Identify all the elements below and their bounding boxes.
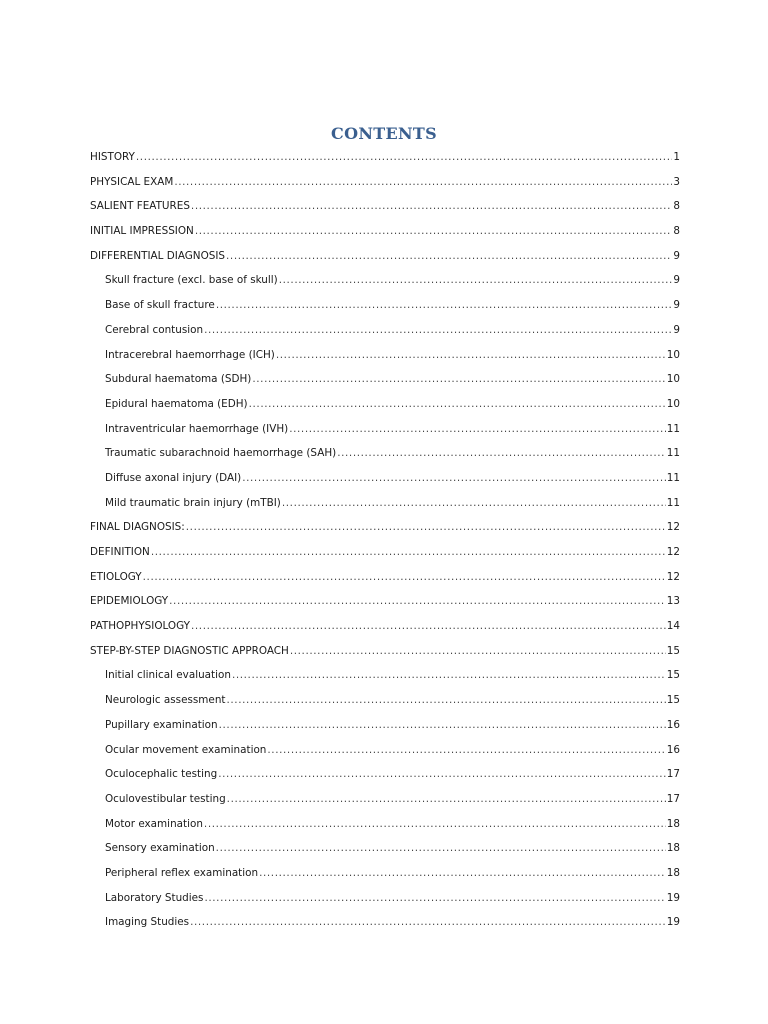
toc-dot-leader bbox=[174, 172, 672, 192]
toc-entry-section[interactable] bbox=[90, 591, 680, 616]
toc-dot-leader bbox=[242, 468, 666, 488]
toc-entry-page-number: 9 bbox=[673, 249, 680, 262]
toc-dot-leader bbox=[276, 345, 666, 365]
toc-entry-section[interactable] bbox=[90, 246, 680, 271]
toc-entry-page-number: 10 bbox=[666, 397, 680, 410]
toc-entry-page-number: 17 bbox=[666, 792, 680, 805]
toc-entry-subsection[interactable] bbox=[90, 345, 680, 370]
toc-entry-section[interactable] bbox=[90, 517, 680, 542]
toc-entry-page-number: 1 bbox=[673, 151, 680, 163]
toc-entry-label: Oculocephalic testing bbox=[105, 768, 218, 781]
toc-entry-label: Ocular movement examination bbox=[105, 743, 267, 756]
toc-dot-leader bbox=[204, 320, 672, 340]
toc-dot-leader bbox=[151, 542, 666, 562]
toc-entry-page-number: 18 bbox=[666, 817, 680, 830]
toc-entry-page-number: 10 bbox=[666, 348, 680, 361]
toc-entry-subsection[interactable] bbox=[90, 863, 680, 888]
toc-entry-subsection[interactable] bbox=[90, 715, 680, 740]
toc-dot-leader bbox=[226, 246, 672, 266]
toc-entry-page-number: 13 bbox=[666, 595, 680, 608]
toc-entry-subsection[interactable] bbox=[90, 320, 680, 345]
toc-entry-page-number: 11 bbox=[666, 496, 680, 509]
toc-entry-page-number: 12 bbox=[666, 521, 680, 534]
toc-dot-leader bbox=[186, 517, 666, 537]
toc-entry-section[interactable] bbox=[90, 567, 680, 592]
toc-dot-leader bbox=[169, 591, 666, 611]
toc-entry-label: DIFFERENTIAL DIAGNOSIS bbox=[90, 249, 226, 262]
toc-entry-section[interactable] bbox=[90, 542, 680, 567]
toc-entry-page-number: 11 bbox=[666, 471, 680, 484]
toc-dot-leader bbox=[190, 912, 666, 932]
toc-entry-page-number: 18 bbox=[666, 866, 680, 879]
toc-dot-leader bbox=[232, 665, 666, 685]
toc-entry-label: Intraventricular haemorrhage (IVH) bbox=[105, 422, 289, 435]
toc-entry-label: HISTORY bbox=[90, 151, 135, 163]
toc-entry-label: PATHOPHYSIOLOGY bbox=[90, 620, 190, 633]
toc-entry-page-number: 18 bbox=[666, 842, 680, 855]
toc-entry-section[interactable] bbox=[90, 196, 680, 221]
toc-dot-leader bbox=[226, 690, 665, 710]
toc-entry-label: Cerebral contusion bbox=[105, 323, 204, 336]
toc-dot-leader bbox=[204, 888, 665, 908]
toc-entry-label: PHYSICAL EXAM bbox=[90, 175, 174, 188]
toc-entry-label: Intracerebral haemorrhage (ICH) bbox=[105, 348, 275, 361]
toc-entry-label: DEFINITION bbox=[90, 546, 150, 558]
toc-entry-label: Oculovestibular testing bbox=[105, 792, 226, 805]
toc-entry-page-number: 19 bbox=[666, 916, 680, 929]
toc-entry-subsection[interactable] bbox=[90, 814, 680, 839]
toc-entry-page-number: 16 bbox=[666, 743, 680, 756]
toc-entry-subsection[interactable] bbox=[90, 270, 680, 295]
toc-entry-label: Motor examination bbox=[105, 817, 203, 830]
toc-entry-subsection[interactable] bbox=[90, 764, 680, 789]
toc-entry-page-number: 9 bbox=[673, 299, 680, 312]
toc-entry-subsection[interactable] bbox=[90, 295, 680, 320]
toc-entry-page-number: 8 bbox=[673, 225, 680, 238]
toc-entry-subsection[interactable] bbox=[90, 912, 680, 937]
toc-dot-leader bbox=[195, 221, 673, 241]
toc-entry-subsection[interactable] bbox=[90, 443, 680, 468]
toc-entry-page-number: 3 bbox=[673, 175, 680, 188]
toc-entry-page-number: 12 bbox=[666, 546, 680, 558]
toc-entry-subsection[interactable] bbox=[90, 665, 680, 690]
toc-entry-subsection[interactable] bbox=[90, 888, 680, 913]
toc-entry-label: Pupillary examination bbox=[105, 718, 218, 731]
toc-dot-leader bbox=[252, 369, 665, 389]
toc-dot-leader bbox=[279, 270, 673, 290]
toc-entry-section[interactable] bbox=[90, 172, 680, 197]
toc-entry-label: ETIOLOGY bbox=[90, 570, 142, 583]
toc-entry-label: Mild traumatic brain injury (mTBI) bbox=[105, 496, 281, 509]
toc-entry-page-number: 14 bbox=[666, 620, 680, 633]
toc-entry-subsection[interactable] bbox=[90, 838, 680, 863]
toc-entry-subsection[interactable] bbox=[90, 419, 680, 444]
toc-entry-section[interactable] bbox=[90, 616, 680, 641]
toc-entry-page-number: 8 bbox=[673, 200, 680, 213]
toc-dot-leader bbox=[191, 196, 672, 216]
toc-dot-leader bbox=[216, 295, 673, 315]
toc-dot-leader bbox=[289, 419, 666, 439]
toc-entry-page-number: 10 bbox=[666, 373, 680, 386]
toc-entry-label: Epidural haematoma (EDH) bbox=[105, 397, 248, 410]
toc-dot-leader bbox=[219, 715, 666, 735]
toc-dot-leader bbox=[227, 789, 666, 809]
toc-entry-page-number: 16 bbox=[666, 718, 680, 731]
toc-entry-label: FINAL DIAGNOSIS: bbox=[90, 521, 185, 534]
toc-entry-label: INITIAL IMPRESSION bbox=[90, 225, 194, 238]
toc-dot-leader bbox=[337, 443, 666, 463]
toc-entry-page-number: 11 bbox=[666, 422, 680, 435]
toc-entry-page-number: 15 bbox=[666, 694, 680, 707]
toc-entry-label: Initial clinical evaluation bbox=[105, 669, 231, 682]
toc-entry-page-number: 12 bbox=[666, 570, 680, 583]
toc-entry-label: Peripheral reflex examination bbox=[105, 866, 259, 879]
toc-title: CONTENTS bbox=[331, 124, 437, 143]
toc-entry-subsection[interactable] bbox=[90, 468, 680, 493]
toc-entry-section[interactable] bbox=[90, 147, 680, 172]
toc-entry-label: SALIENT FEATURES bbox=[90, 200, 190, 213]
toc-entry-label: EPIDEMIOLOGY bbox=[90, 595, 169, 608]
toc-entry-label: Diffuse axonal injury (DAI) bbox=[105, 471, 242, 484]
toc-entry-page-number: 19 bbox=[666, 891, 680, 904]
toc-dot-leader bbox=[143, 567, 666, 587]
toc-dot-leader bbox=[191, 616, 666, 636]
toc-entry-page-number: 9 bbox=[673, 323, 680, 336]
toc-entry-label: Traumatic subarachnoid haemorrhage (SAH) bbox=[105, 447, 337, 460]
toc-entry-page-number: 9 bbox=[673, 274, 680, 287]
toc-entry-subsection[interactable] bbox=[90, 394, 680, 419]
toc-entry-section[interactable] bbox=[90, 641, 680, 666]
toc-entry-page-number: 15 bbox=[666, 644, 680, 657]
toc-entry-section[interactable] bbox=[90, 221, 680, 246]
toc-entry-label: Skull fracture (excl. base of skull) bbox=[105, 274, 278, 287]
toc-dot-leader bbox=[216, 838, 666, 858]
toc-dot-leader bbox=[290, 641, 666, 661]
toc-entry-label: Sensory examination bbox=[105, 842, 215, 855]
toc-dot-leader bbox=[136, 147, 672, 167]
toc-entry-page-number: 15 bbox=[666, 669, 680, 682]
toc-entry-subsection[interactable] bbox=[90, 690, 680, 715]
toc-entry-label: Laboratory Studies bbox=[105, 891, 204, 904]
toc-entry-subsection[interactable] bbox=[90, 789, 680, 814]
toc-dot-leader bbox=[204, 814, 666, 834]
toc-entry-page-number: 17 bbox=[666, 768, 680, 781]
toc-dot-leader bbox=[259, 863, 666, 883]
toc-entry-label: Imaging Studies bbox=[105, 916, 190, 929]
toc-entry-label: STEP-BY-STEP DIAGNOSTIC APPROACH bbox=[90, 644, 289, 657]
toc-entry-label: Base of skull fracture bbox=[105, 299, 215, 312]
toc-dot-leader bbox=[218, 764, 666, 784]
toc-entry-label: Subdural haematoma (SDH) bbox=[105, 373, 252, 386]
toc-entry-subsection[interactable] bbox=[90, 493, 680, 518]
toc-entry-subsection[interactable] bbox=[90, 369, 680, 394]
toc-dot-leader bbox=[267, 740, 665, 760]
toc-list bbox=[90, 147, 680, 937]
toc-entry-label: Neurologic assessment bbox=[105, 694, 226, 707]
toc-entry-page-number: 11 bbox=[666, 447, 680, 460]
toc-dot-leader bbox=[282, 493, 666, 513]
toc-dot-leader bbox=[249, 394, 666, 414]
toc-entry-subsection[interactable] bbox=[90, 740, 680, 765]
